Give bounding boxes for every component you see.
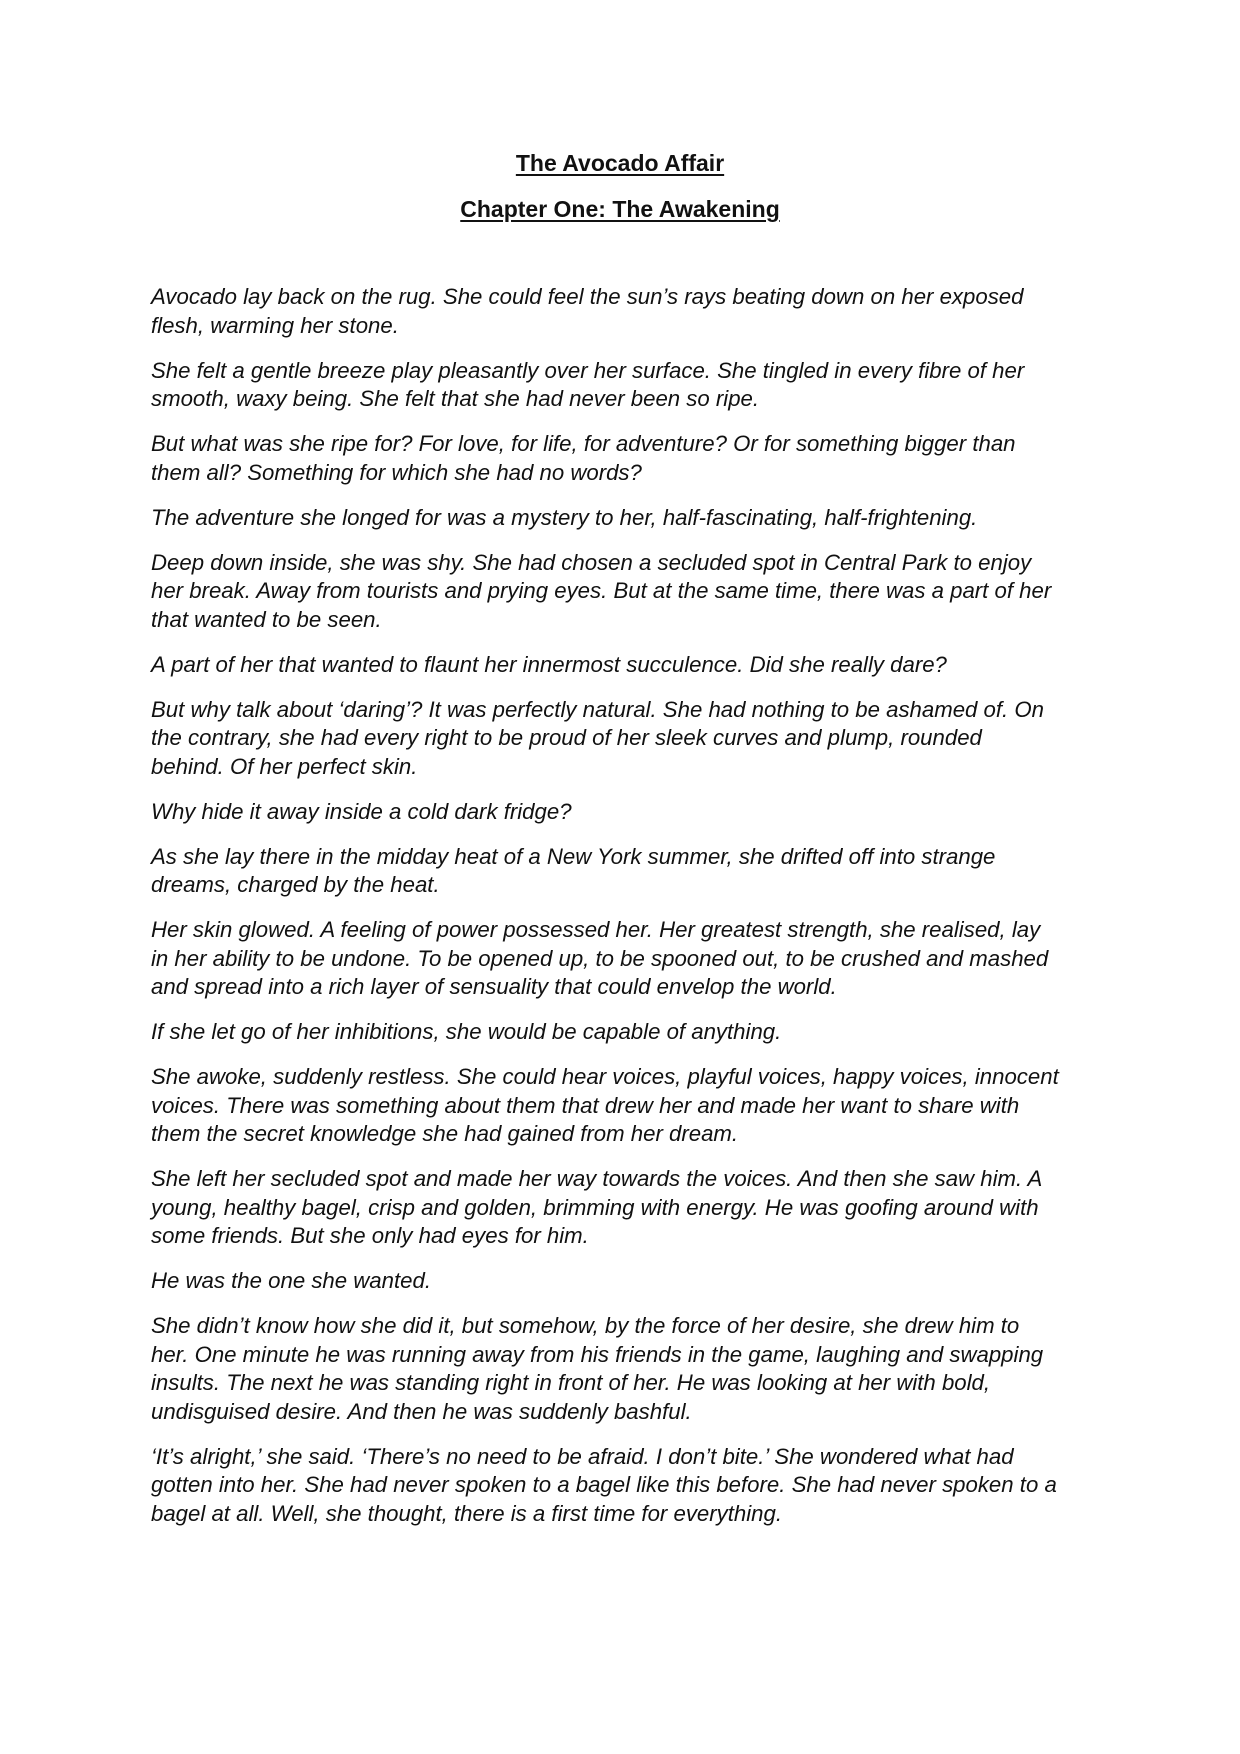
paragraph-13: She left her secluded spot and made her way towards the voices. And then she saw him. A young, healthy bagel, crisp and golden, brimming with energy. He was goofing around with some friends. But she only had eyes for him. (151, 1166, 1043, 1248)
paragraph-10: Her skin glowed. A feeling of power possessed her. Her greatest strength, she realised, lay in her ability to be undone. To be opened up, to be spooned out, to be crushed and mashed and spread into a rich layer of sensuality that could envelop the world. (151, 917, 1049, 999)
story-body (151, 283, 1101, 1545)
paragraph-15: She didn’t know how she did it, but somehow, by the force of her desire, she drew him to her. One minute he was running away from his friends in the game, laughing and swapping insults. The next he was standing right in front of her. He was looking at her with bold, undisguised desire. And then he was suddenly bashful. (151, 1313, 1044, 1424)
paragraph-1: Avocado lay back on the rug. She could feel the sun’s rays beating down on her exposed flesh, warming her stone. (151, 284, 1024, 338)
paragraph-9: As she lay there in the midday heat of a New York summer, she drifted off into strange dreams, charged by the heat. (151, 843, 996, 897)
paragraph-3: But what was she ripe for? For love, for life, for adventure? Or for something bigger than them all? Something for which she had no words? (151, 431, 1016, 485)
paragraph-7: But why talk about ‘daring’? It was perfectly natural. She had nothing to be ashamed of. On the contrary, she had every right to be proud of her sleek curves and plump, rounded behind. Of her perfect skin. (151, 696, 1044, 779)
paragraph-12: She awoke, suddenly restless. She could hear voices, playful voices, happy voices, innocent voices. There was something about them that drew her and made her want to share with them the secret knowledge she had gained from her dream. (151, 1064, 1059, 1146)
chapter-heading: Chapter One: The Awakening (460, 196, 780, 222)
paragraph-16: ‘It’s alright,’ she said. ‘There’s no need to be afraid. I don’t bite.’ She wondered what had gotten into her. She had never spoken to a bagel like this before. She had never spoken to a bagel at all. Well, she thought, there is a first time for everything. (151, 1443, 1057, 1526)
document-title: The Avocado Affair (515, 150, 725, 176)
paragraph-4: The adventure she longed for was a mystery to her, half-fascinating, half-frightening. (151, 504, 978, 530)
paragraph-8: Why hide it away inside a cold dark fridge? (151, 798, 572, 824)
paragraph-6: A part of her that wanted to flaunt her innermost succulence. Did she really dare? (151, 651, 947, 677)
paragraph-14: He was the one she wanted. (151, 1268, 431, 1293)
paragraph-2: She felt a gentle breeze play pleasantly over her surface. She tingled in every fibre of her smooth, waxy being. She felt that she had never been so ripe. (151, 357, 1025, 411)
paragraph-11: If she let go of her inhibitions, she would be capable of anything. (151, 1019, 782, 1044)
paragraph-5: Deep down inside, she was shy. She had chosen a secluded spot in Central Park to enjoy her break. Away from tourists and prying eyes. But at the same time, there was a part of her that wanted to be seen. (151, 549, 1052, 632)
